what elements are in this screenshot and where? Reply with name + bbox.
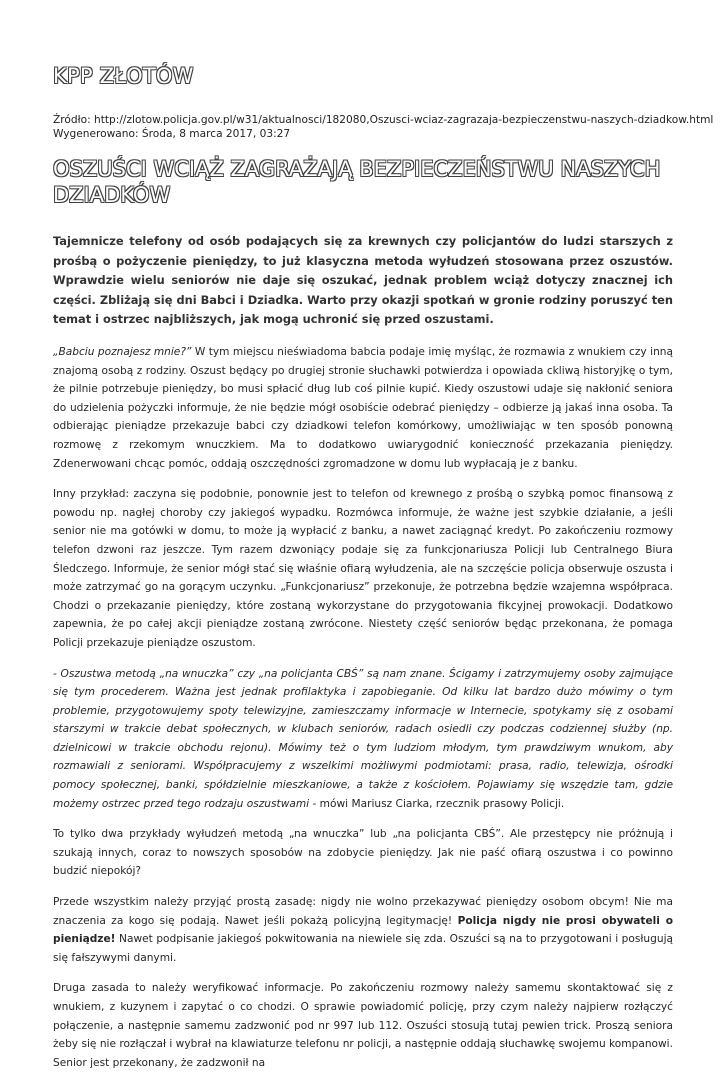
paragraph-1 [53,343,673,473]
paragraph-1-text: W tym miejscu nieświadoma babcia podaje imię myśląc, że rozmawia z wnukiem czy inną znajomą osobą z rodziny. Oszust będący po drugiej stronie słuchawki potwierdza i opowiada ckliwą historyjkę o tym, że pilnie potrzebuje pieniędzy, bo musi spłacić dług lub coś pilnie kupić. Kiedy oszustowi udaje się nakłonić seniora do udzielenia pożyczki informuje, że nie będzie mógł osobiście odebrać pieniędzy – odbierze ją jakaś inna osoba. Ta odbierając pieniądze przekazuje babci czy dziadkowi telefon komórkowy, umożliwiając w ten sposób ponowną rozmowę z rzekomym wnuczkiem. Ma to dodatkowo uwiarygodnić konieczność przekazania pieniędzy. Zdenerwowani chcąc pomóc, oddają oszczędności zgromadzone w domu lub wypłacają je z banku. [53,346,673,470]
paragraph-3 [53,665,673,814]
spokesperson-quote: - Oszustwa metodą „na wnuczka” czy „na policjanta CBŚ” są nam znane. Ścigamy i zatrzymujemy osoby zajmujące się tym procederem. Ważna jest jednak profilaktyka i zapobieganie. Od kilku lat bardzo dużo mówimy o tym problemie, przygotowujemy spoty telewizyjne, zamieszczamy informacje w Internecie, spotykamy się z osobami starszymi w trakcie debat społecznych, w klubach seniorów, radach osiedli czy podczas codziennej służby (np. dzielnicowi w trakcie obchodu rejonu). Mówimy też o tym ludziom młodym, tym prawdziwym wnukom, aby rozmawiali z seniorami. Współpracujemy z wszelkimi możliwymi podmiotami: prasa, radio, telewizja, ośrodki pomocy społecznej, banki, spółdzielnie mieszkaniowe, a także z kościołem. Pojawiamy się wszędzie tam, gdzie możemy ostrzec przed tego rodzaju oszustwami [53,667,673,810]
site-title: KPP ZŁOTÓW [53,64,194,88]
paragraph-5-end: Nawet podpisanie jakiegoś pokwitowania na niewiele się zda. Oszuści są na to przygotowani i posługują się fałszywymi danymi. [53,933,673,964]
document-meta [53,113,714,142]
paragraph-5 [53,893,673,967]
paragraph-2: Inny przykład: zaczyna się podobnie, ponownie jest to telefon od krewnego z prośbą o szybką pomoc finansową z powodu np. nagłej choroby czy jakiegoś wypadku. Rozmówca informuje, że ważne jest szybkie działanie, a jeśli senior nie ma gotówki w domu, to może ją wypłacić z banku, a nawet zaciągnąć kredyt. Po zakończeniu rozmowy telefon dzwoni raz jeszcze. Tym razem dzwoniący podaje się za funkcjonariusza Policji lub Centralnego Biura Śledczego. Informuje, że senior mógł stać się właśnie ofiarą wyłudzenia, ale na szczęście policja obserwuje oszusta i może zatrzymać go na gorącym uczynku. „Funkcjonariusz” przekonuje, że potrzebna będzie wzajemna współpraca. Chodzi o przekazanie pieniędzy, które zostaną wykorzystane do przygotowania fikcyjnej prowokacji. Dodatkowo zapewnia, że po całej akcji pieniądze zostaną zwrócone. Niestety część seniorów będąc przekonana, że pomaga Policji przekazuje pieniądze oszustom. [53,488,673,649]
paragraph-4: To tylko dwa przykłady wyłudzeń metodą „na wnuczka” lub „na policjanta CBŚ”. Ale przestępcy nie próżnują i szukają innych, coraz to nowszych sposobów na zdobycie pieniędzy. Jak nie paść ofiarą oszustwa i co powinno budzić niepokój? [53,828,673,878]
source-line: Źródło: http://zlotow.policja.gov.pl/w31/aktualnosci/182080,Oszusci-wciaz-zagrazaja-bezpieczenstwu-naszych-dziadkow.html [53,114,714,126]
article-title: OSZUŚCI WCIĄŻ ZAGRAŻAJĄ BEZPIECZEŃSTWU NASZYCH DZIADKÓW [53,157,661,207]
paragraph-5-emphasis: Policja nigdy nie prosi obywateli o pieniądze! [53,914,673,946]
paragraph-1-quote: „Babciu poznajesz mnie?” [53,346,192,358]
generated-line: Wygenerowano: Środa, 8 marca 2017, 03:27 [53,128,291,141]
article-lead: Tajemnicze telefony od osób podających się za krewnych czy policjantów do ludzi starszych z prośbą o pożyczenie pieniędzy, to już klasyczna metoda wyłudzeń stosowana przez oszustów. Wprawdzie wielu seniorów nie daje się oszukać, jednak problem wciąż dotyczy znacznej ich części. Zbliżają się dni Babci i Dziadka. Warto przy okazji spotkań w gronie rodziny poruszyć ten temat i ostrzec najbliższych, jak mogą uchronić się przed oszustami. [53,234,673,327]
quote-attribution: - mówi Mariusz Ciarka, rzecznik prasowy Policji. [309,797,565,810]
article-body [53,343,673,1084]
paragraph-5-start: Przede wszystkim należy przyjąć prostą zasadę: nigdy nie wolno przekazywać pieniędzy osobom obcym! Nie ma znaczenia za kogo się podają. Nawet jeśli pokażą policyjną legitymację! [53,896,673,927]
paragraph-6: Druga zasada to należy weryfikować informacje. Po zakończeniu rozmowy należy samemu skontaktować się z wnukiem, z kuzynem i zapytać o co chodzi. O sprawie powiadomić policję, przy czym należy najpierw rozłączyć połączenie, a następnie samemu zadzwonić pod nr 997 lub 112. Oszuści stosują tutaj pewien trick. Proszą seniora żeby się nie rozłączał i wybrał na klawiaturze telefonu nr policji, a następnie oddają słuchawkę swojemu kompanowi. Senior jest przekonany, że zadzwonił na [53,982,673,1069]
